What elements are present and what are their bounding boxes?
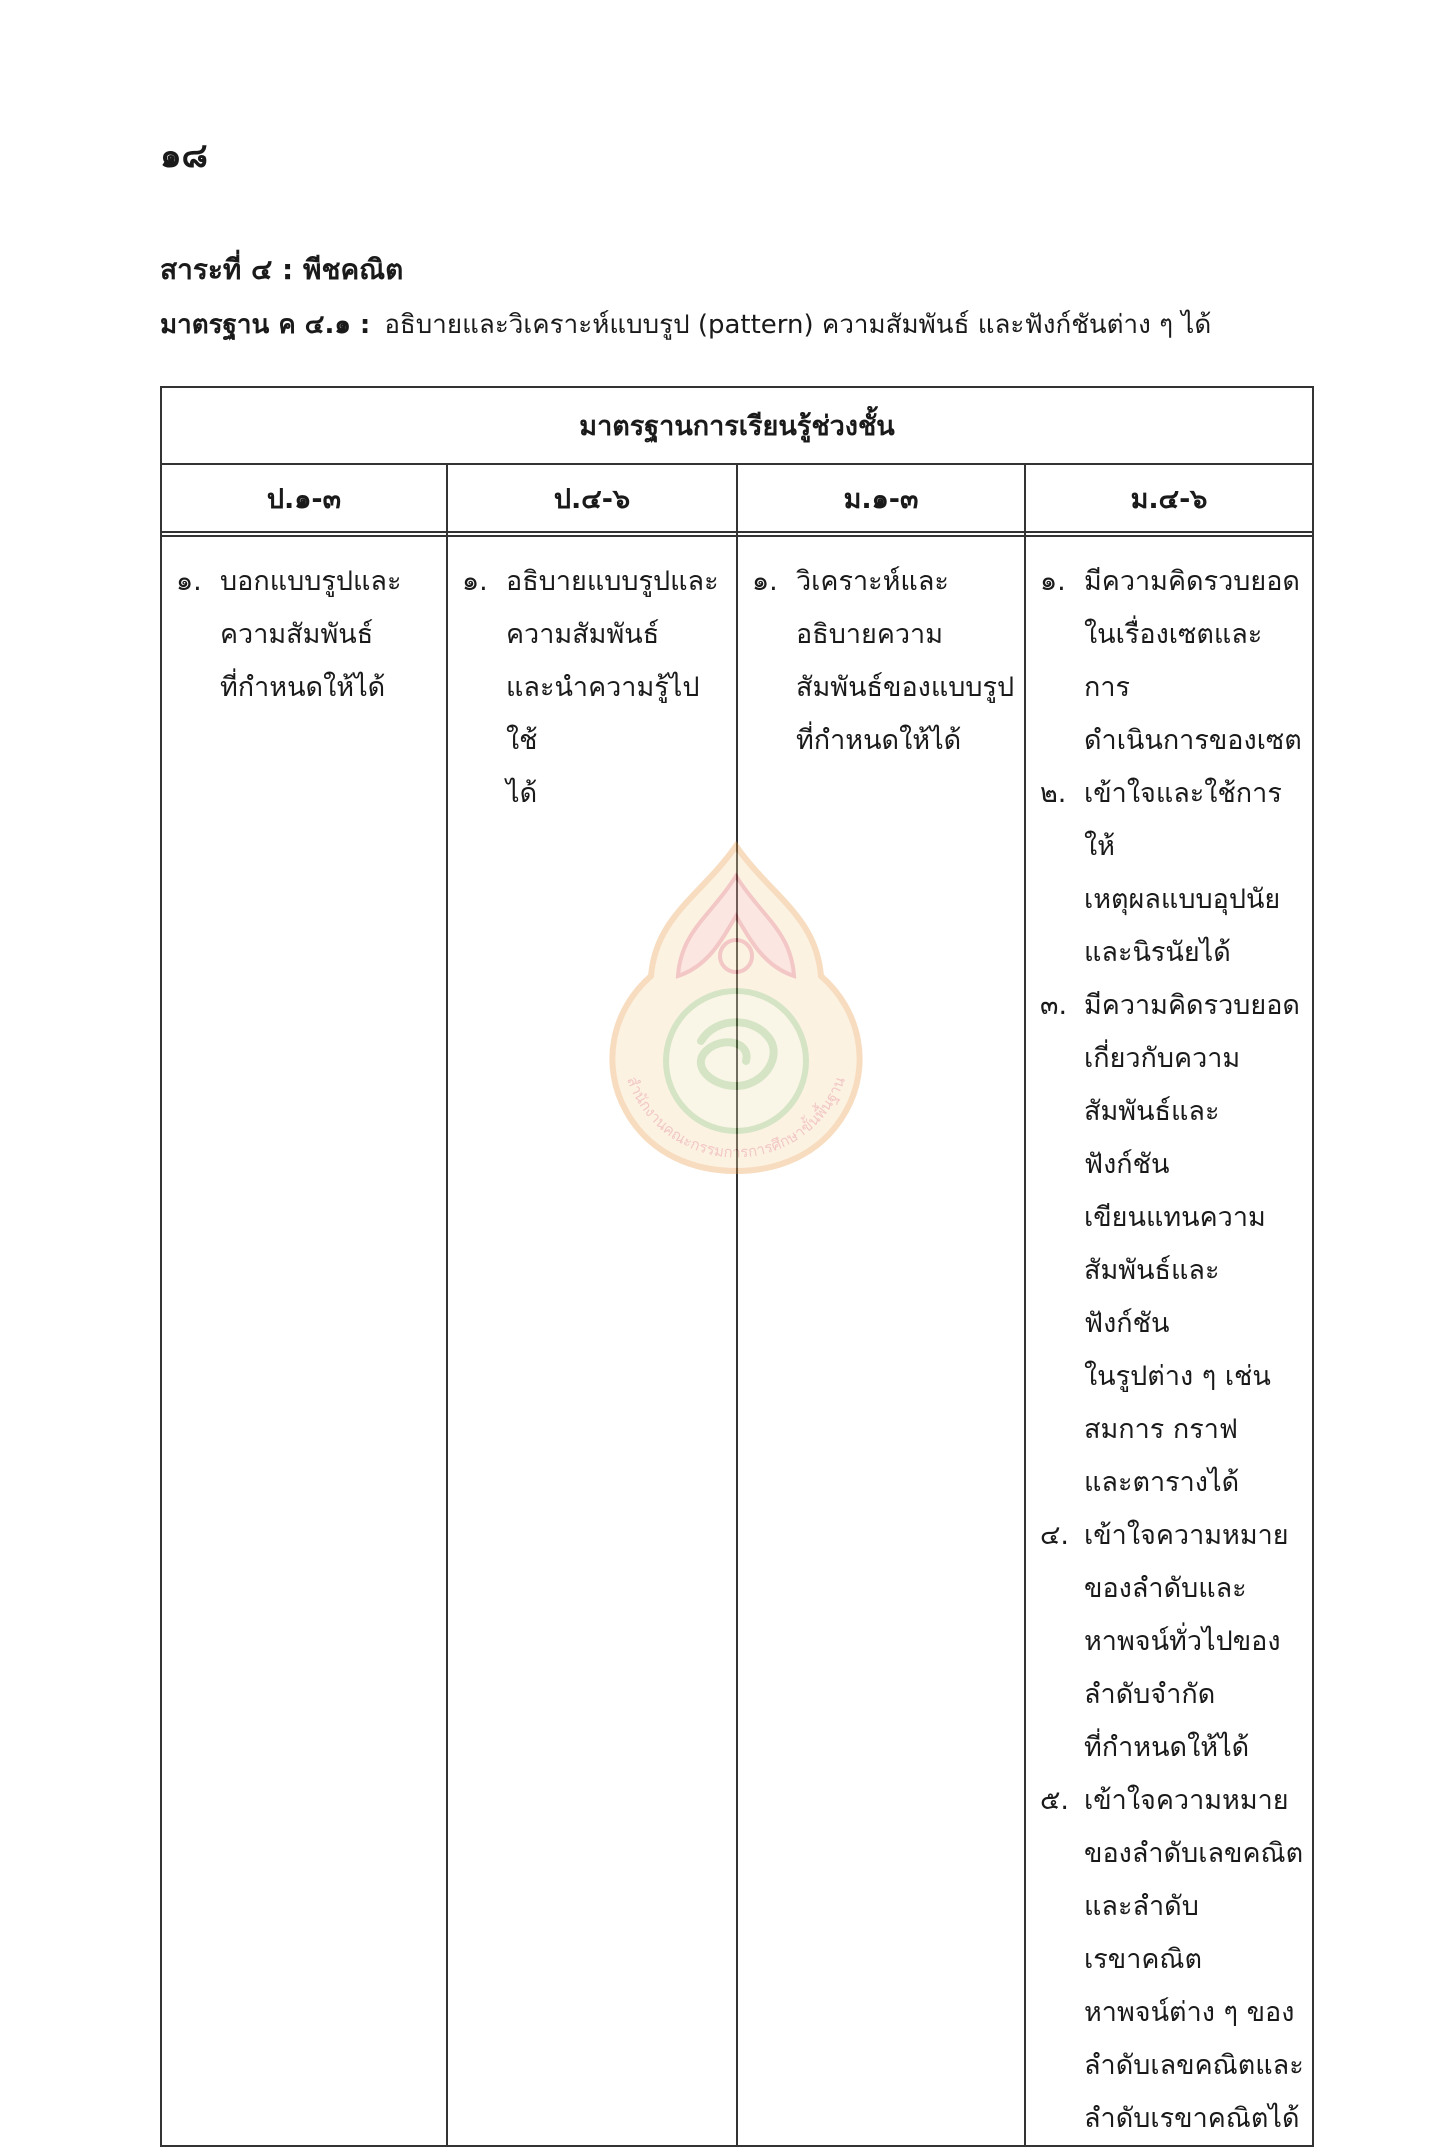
grade-header-m4-6: ม.๔-๖ (1025, 464, 1313, 532)
content-cell-m4-6 (1025, 536, 1313, 2146)
objective-line: ในเรื่องเซตและการ (1084, 619, 1263, 703)
objective-line: เหตุผลแบบอุปนัย (1084, 884, 1281, 915)
objective-line: และลำดับเรขาคณิต (1084, 1891, 1202, 1975)
standards-table (160, 386, 1314, 2147)
objective-line: ลำดับเรขาคณิตได้ (1084, 2103, 1300, 2134)
objective-line: เขียนแทนความ (1084, 1202, 1266, 1233)
objective-line: ในรูปต่าง ๆ เช่น (1084, 1361, 1271, 1392)
strand-heading: สาระที่ ๔ : พีชคณิต (160, 253, 404, 286)
objective-line: สัมพันธ์ของแบบรูป (796, 672, 1015, 703)
objective-line: หาพจน์ต่าง ๆ ของ (1084, 1997, 1295, 2028)
objective-list (462, 555, 728, 820)
objective-item (176, 555, 438, 714)
standards-table-wrapper (160, 386, 1312, 2134)
objective-item (1040, 979, 1304, 1509)
objective-number: ๑. (462, 566, 488, 597)
objective-line: อธิบายความ (796, 619, 943, 650)
objective-line: หาพจน์ทั่วไปของ (1084, 1626, 1281, 1657)
objective-text (1084, 767, 1304, 979)
objective-line: และตารางได้ (1084, 1467, 1240, 1498)
content-cell-m1-3 (737, 536, 1025, 2146)
objective-item (1040, 1509, 1304, 1774)
objective-text (1084, 1774, 1304, 2145)
objective-line: และนำความรู้ไปใช้ (506, 672, 700, 756)
objective-line: ได้ (506, 778, 538, 809)
page-number: ๑๘ (160, 136, 208, 176)
objective-text (1084, 555, 1304, 767)
standard-description: อธิบายและวิเคราะห์แบบรูป (pattern) ความสัมพันธ์ และฟังก์ชันต่าง ๆ ได้ (384, 310, 1212, 340)
objective-line: ที่กำหนดให้ได้ (220, 672, 386, 703)
objective-line: เข้าใจความหมาย (1084, 1785, 1289, 1816)
content-cell-p1-3 (161, 536, 447, 2146)
objective-text (506, 555, 728, 820)
objective-list (1040, 555, 1304, 2145)
objective-line: ที่กำหนดให้ได้ (1084, 1732, 1250, 1763)
objective-line: ที่กำหนดให้ได้ (796, 725, 962, 756)
objective-number: ๕. (1040, 1785, 1070, 1816)
objective-item (1040, 1774, 1304, 2145)
objective-line: ดำเนินการของเซต (1084, 725, 1302, 756)
objective-line: ของลำดับเลขคณิต (1084, 1838, 1304, 1869)
objective-list (752, 555, 1016, 767)
objective-line: สัมพันธ์และฟังก์ชัน (1084, 1255, 1220, 1339)
objective-number: ๓. (1040, 990, 1068, 1021)
objective-number: ๑. (752, 566, 778, 597)
objective-line: วิเคราะห์และ (796, 566, 949, 597)
objective-line: ของลำดับและ (1084, 1573, 1247, 1604)
objective-line: และนิรนัยได้ (1084, 937, 1231, 968)
objective-line: เกี่ยวกับความ (1084, 1043, 1241, 1074)
standard-code: มาตรฐาน ค ๔.๑ : (160, 310, 371, 340)
emblem-arc-text: สำนักงานคณะกรรมการการศึกษาขั้นพื้นฐาน (623, 1073, 849, 1162)
objective-line: ความสัมพันธ์ (220, 619, 374, 650)
standard-line (160, 304, 1211, 345)
objective-number: ๒. (1040, 778, 1067, 809)
objective-item (752, 555, 1016, 767)
objective-line: มีความคิดรวบยอด (1084, 566, 1300, 597)
table-title: มาตรฐานการเรียนรู้ช่วงชั้น (161, 387, 1313, 464)
objective-line: เข้าใจความหมาย (1084, 1520, 1289, 1551)
objective-item (462, 555, 728, 820)
content-cell-p4-6 (447, 536, 737, 2146)
objective-number: ๑. (1040, 566, 1066, 597)
objective-line: ความสัมพันธ์ (506, 619, 660, 650)
objective-text (1084, 1509, 1304, 1774)
objective-line: ลำดับเลขคณิตและ (1084, 2050, 1304, 2081)
objective-number: ๔. (1040, 1520, 1070, 1551)
grade-header-p4-6: ป.๔-๖ (447, 464, 737, 532)
grade-header-m1-3: ม.๑-๓ (737, 464, 1025, 532)
objective-item (1040, 767, 1304, 979)
objective-text (220, 555, 438, 714)
objective-item (1040, 555, 1304, 767)
objective-line: สัมพันธ์และฟังก์ชัน (1084, 1096, 1220, 1180)
objective-text (1084, 979, 1304, 1509)
objective-line: สมการ กราฟ (1084, 1414, 1238, 1445)
objective-line: มีความคิดรวบยอด (1084, 990, 1300, 1021)
objective-line: เข้าใจและใช้การให้ (1084, 778, 1282, 862)
objective-line: บอกแบบรูปและ (220, 566, 402, 597)
objective-number: ๑. (176, 566, 202, 597)
objective-line: ลำดับจำกัด (1084, 1679, 1216, 1710)
grade-header-p1-3: ป.๑-๓ (161, 464, 447, 532)
objective-line: อธิบายแบบรูปและ (506, 566, 719, 597)
objective-text (796, 555, 1016, 767)
objective-list (176, 555, 438, 714)
